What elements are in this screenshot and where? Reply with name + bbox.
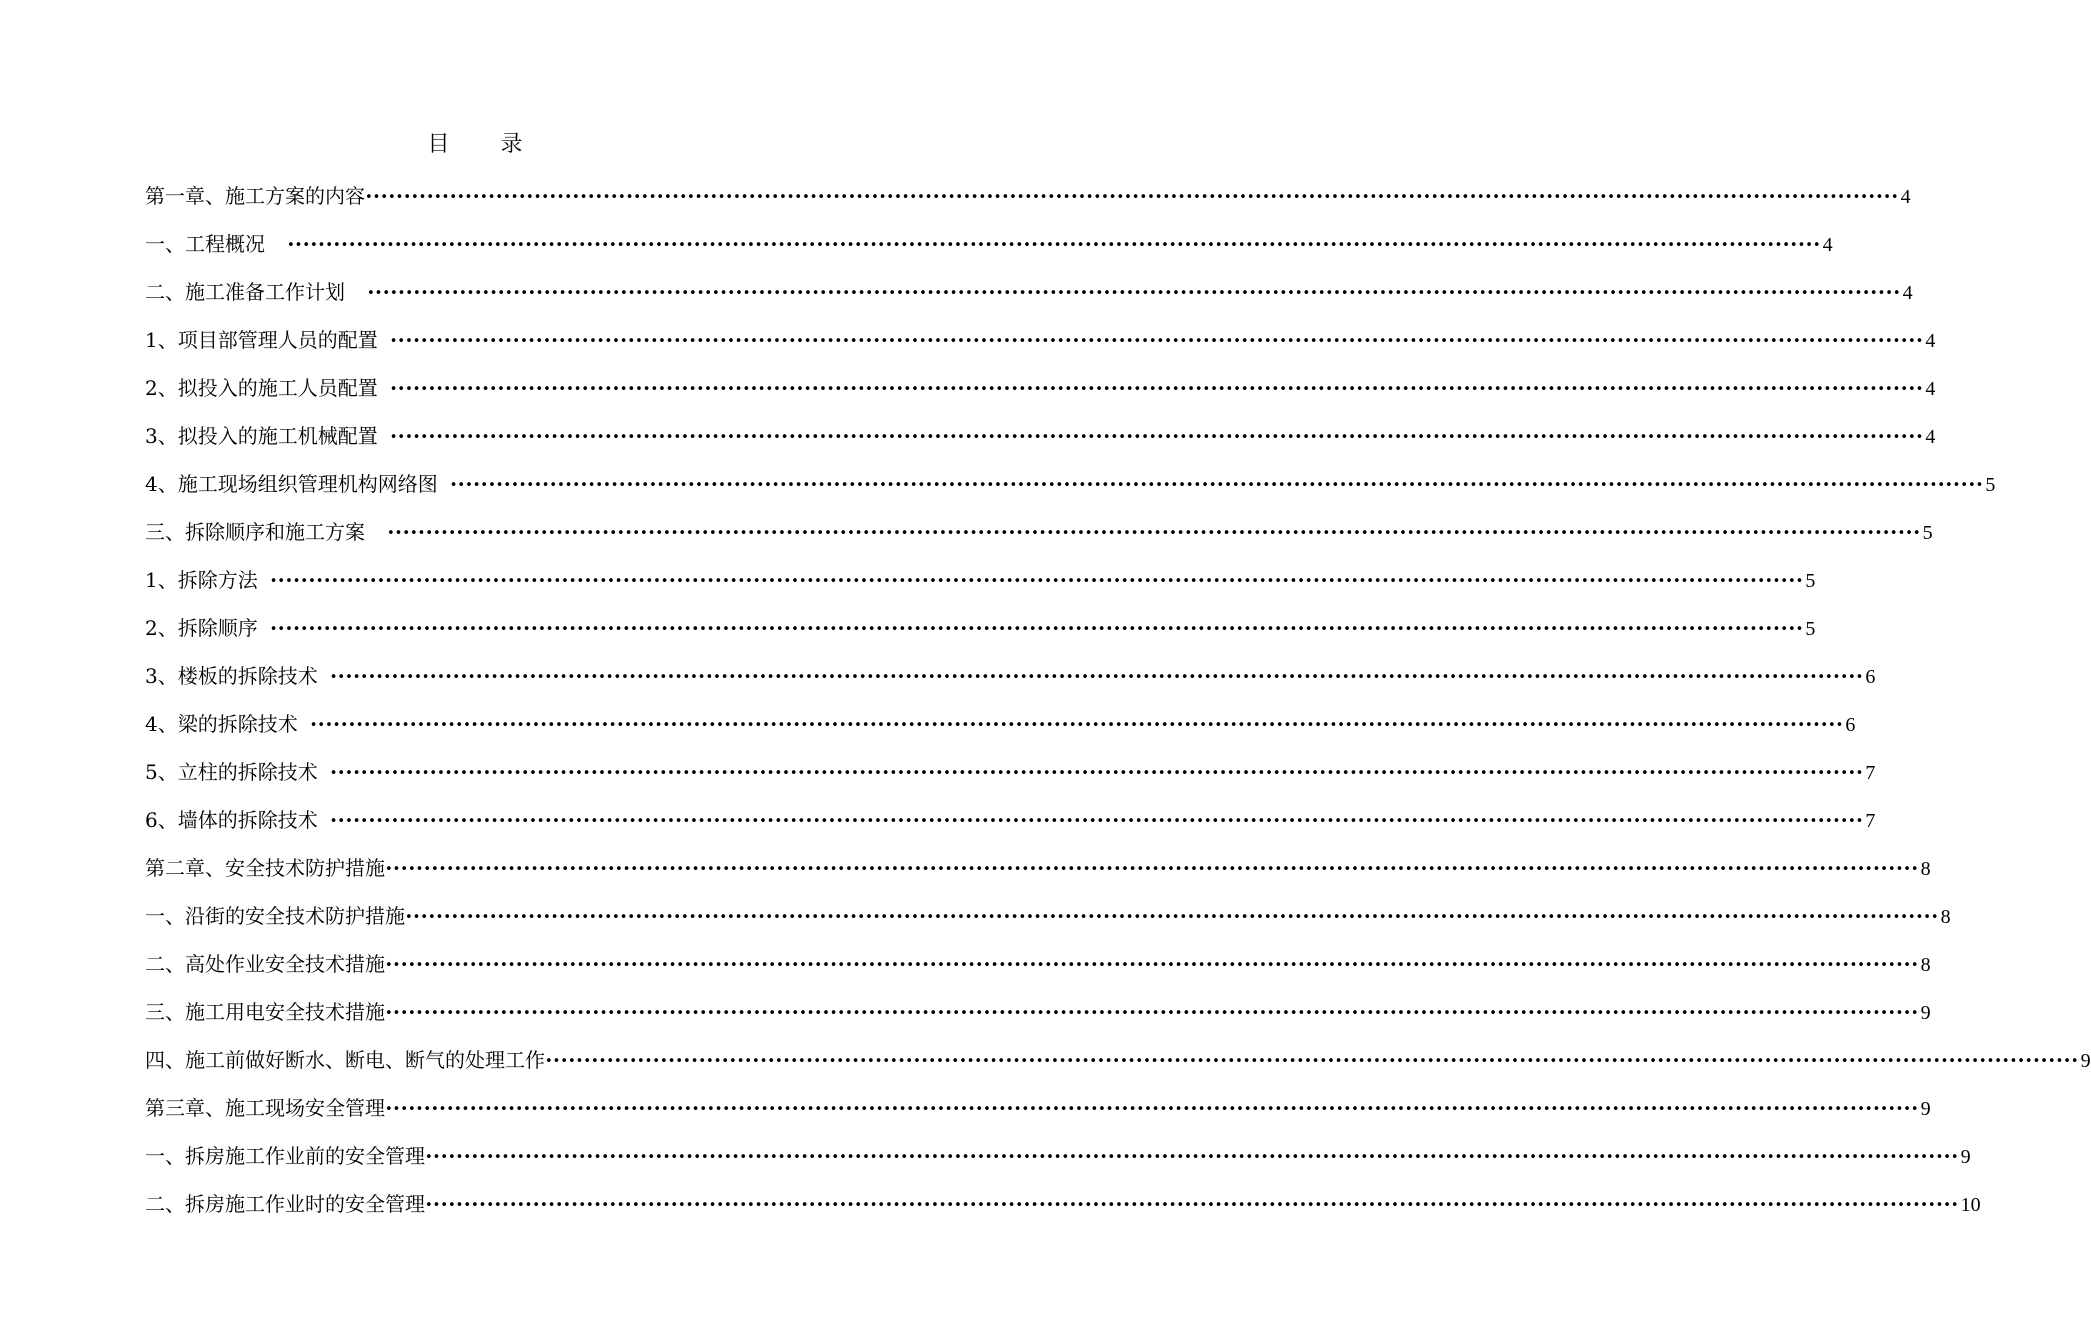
toc-entry-page-number: 9 xyxy=(1920,1098,1931,1120)
toc-entry-label: 3、楼板的拆除技术 xyxy=(145,664,318,688)
toc-leader-dots: •••••••••••••••••••••••••••••••••••••••••••••••••••••••••••••••••••••••••••••••••••••••••••••••••••••••••••••••••••••••••••••••••••••••••••••••••••••••••••••••••••••••••••••••••••••••••••••••••••••••• xyxy=(385,958,1919,973)
toc-entry-label: 6、墙体的拆除技术 xyxy=(145,808,318,832)
toc-entry[interactable] xyxy=(145,460,1996,508)
toc-entry-page-number: 9 xyxy=(2080,1050,2091,1072)
toc-entry-page-number: 8 xyxy=(1920,954,1931,976)
toc-leader-dots: •••••••••••••••••••••••••••••••••••••••••••••••••••••••••••••••••••••••••••••••••••••••••••••••••••••••••••••••••••••••••••••••••••••••••••••••••••••••••••••••••••••••••••••••••••••••••••••••••••••••• xyxy=(365,190,1899,205)
toc-leader-dots: •••••••••••••••••••••••••••••••••••••••••••••••••••••••••••••••••••••••••••••••••••••••••••••••••••••••••••••••••••••••••••••••••••••••••••••••••••••••••••••••••••••••••••••••••••••••••••••••••••••••• xyxy=(385,1006,1919,1021)
toc-leader-dots: •••••••••••••••••••••••••••••••••••••••••••••••••••••••••••••••••••••••••••••••••••••••••••••••••••••••••••••••••••••••••••••••••••••••••••••••••••••••••••••••••••••••••••••••••••••••••••••••••••••••• xyxy=(309,718,1844,733)
toc-leader-dots: •••••••••••••••••••••••••••••••••••••••••••••••••••••••••••••••••••••••••••••••••••••••••••••••••••••••••••••••••••••••••••••••••••••••••••••••••••••••••••••••••••••••••••••••••••••••••••••••••••••••• xyxy=(389,382,1924,397)
toc-entry-page-number: 6 xyxy=(1845,714,1856,736)
toc-entry-label: 四、施工前做好断水、断电、断气的处理工作 xyxy=(145,1048,545,1072)
toc-entry[interactable] xyxy=(145,220,1833,268)
toc-entry-page-number: 4 xyxy=(1925,426,1936,448)
toc-leader-dots: •••••••••••••••••••••••••••••••••••••••••••••••••••••••••••••••••••••••••••••••••••••••••••••••••••••••••••••••••••••••••••••••••••••••••••••••••••••••••••••••••••••••••••••••••••••••••••••••••••••••• xyxy=(405,910,1939,925)
toc-entry-label: 二、拆房施工作业时的安全管理 xyxy=(145,1192,425,1216)
toc-entry-label: 1、拆除方法 xyxy=(145,568,258,592)
toc-leader-dots: •••••••••••••••••••••••••••••••••••••••••••••••••••••••••••••••••••••••••••••••••••••••••••••••••••••••••••••••••••••••••••••••••••••••••••••••••••••••••••••••••••••••••••••••••••••••••••••••••••••••• xyxy=(287,238,1821,253)
toc-leader-dots: •••••••••••••••••••••••••••••••••••••••••••••••••••••••••••••••••••••••••••••••••••••••••••••••••••••••••••••••••••••••••••••••••••••••••••••••••••••••••••••••••••••••••••••••••••••••••••••••••••••••• xyxy=(329,670,1864,685)
toc-leader-dots: •••••••••••••••••••••••••••••••••••••••••••••••••••••••••••••••••••••••••••••••••••••••••••••••••••••••••••••••••••••••••••••••••••••••••••••••••••••••••••••••••••••••••••••••••••••••••••••••••••••••• xyxy=(329,766,1864,781)
toc-entry-page-number: 4 xyxy=(1925,378,1936,400)
toc-leader-dots: •••••••••••••••••••••••••••••••••••••••••••••••••••••••••••••••••••••••••••••••••••••••••••••••••••••••••••••••••••••••••••••••••••••••••••••••••••••••••••••••••••••••••••••••••••••••••••••••••••••••• xyxy=(545,1054,2079,1069)
toc-entry-label: 三、拆除顺序和施工方案 xyxy=(145,520,365,544)
toc-entry-page-number: 5 xyxy=(1922,522,1933,544)
toc-leader-dots: •••••••••••••••••••••••••••••••••••••••••••••••••••••••••••••••••••••••••••••••••••••••••••••••••••••••••••••••••••••••••••••••••••••••••••••••••••••••••••••••••••••••••••••••••••••••••••••••••••••••• xyxy=(329,814,1864,829)
toc-entry-page-number: 4 xyxy=(1900,186,1911,208)
toc-entry-page-number: 7 xyxy=(1865,810,1876,832)
toc-title: 目 录 xyxy=(427,132,545,157)
toc-entry-page-number: 6 xyxy=(1865,666,1876,688)
toc-leader-dots: •••••••••••••••••••••••••••••••••••••••••••••••••••••••••••••••••••••••••••••••••••••••••••••••••••••••••••••••••••••••••••••••••••••••••••••••••••••••••••••••••••••••••••••••••••••••••••••••••••••••• xyxy=(387,526,1921,541)
toc-entry-page-number: 4 xyxy=(1902,282,1913,304)
toc-entry[interactable] xyxy=(145,364,1936,412)
toc-entry-page-number: 4 xyxy=(1925,330,1936,352)
toc-leader-dots: •••••••••••••••••••••••••••••••••••••••••••••••••••••••••••••••••••••••••••••••••••••••••••••••••••••••••••••••••••••••••••••••••••••••••••••••••••••••••••••••••••••••••••••••••••••••••••••••••••••••• xyxy=(425,1150,1959,1165)
toc-entry-page-number: 9 xyxy=(1920,1002,1931,1024)
toc-entry-page-number: 8 xyxy=(1940,906,1951,928)
toc-entry[interactable] xyxy=(145,1180,1981,1228)
toc-entry[interactable] xyxy=(145,316,1936,364)
toc-leader-dots: •••••••••••••••••••••••••••••••••••••••••••••••••••••••••••••••••••••••••••••••••••••••••••••••••••••••••••••••••••••••••••••••••••••••••••••••••••••••••••••••••••••••••••••••••••••••••••••••••••••••• xyxy=(367,286,1901,301)
toc-entry[interactable] xyxy=(145,556,1816,604)
toc-entry[interactable] xyxy=(145,940,1931,988)
toc-entry-page-number: 8 xyxy=(1920,858,1931,880)
toc-entry-label: 二、施工准备工作计划 xyxy=(145,280,345,304)
toc-entry[interactable] xyxy=(145,844,1931,892)
toc-entry-label: 4、施工现场组织管理机构网络图 xyxy=(145,472,438,496)
toc-entry-label: 3、拟投入的施工机械配置 xyxy=(145,424,378,448)
toc-leader-dots: •••••••••••••••••••••••••••••••••••••••••••••••••••••••••••••••••••••••••••••••••••••••••••••••••••••••••••••••••••••••••••••••••••••••••••••••••••••••••••••••••••••••••••••••••••••••••••••••••••••••• xyxy=(389,334,1924,349)
toc-entry-label: 一、沿街的安全技术防护措施 xyxy=(145,904,405,928)
toc-entry[interactable] xyxy=(145,892,1951,940)
toc-entry-label: 4、梁的拆除技术 xyxy=(145,712,298,736)
toc-entry-label: 2、拆除顺序 xyxy=(145,616,258,640)
toc-entry-label: 一、工程概况 xyxy=(145,232,265,256)
toc-entry-label: 第三章、施工现场安全管理 xyxy=(145,1096,385,1120)
toc-entry[interactable] xyxy=(145,988,1931,1036)
toc-entry-page-number: 5 xyxy=(1985,474,1996,496)
toc-entry-label: 三、施工用电安全技术措施 xyxy=(145,1000,385,1024)
toc-leader-dots: •••••••••••••••••••••••••••••••••••••••••••••••••••••••••••••••••••••••••••••••••••••••••••••••••••••••••••••••••••••••••••••••••••••••••••••••••••••••••••••••••••••••••••••••••••••••••••••••••••••••• xyxy=(425,1198,1959,1213)
toc-entry[interactable] xyxy=(145,748,1876,796)
toc-leader-dots: •••••••••••••••••••••••••••••••••••••••••••••••••••••••••••••••••••••••••••••••••••••••••••••••••••••••••••••••••••••••••••••••••••••••••••••••••••••••••••••••••••••••••••••••••••••••••••••••••••••••• xyxy=(389,430,1924,445)
toc-entry[interactable] xyxy=(145,604,1816,652)
toc-entry-page-number: 7 xyxy=(1865,762,1876,784)
toc-entry-label: 1、项目部管理人员的配置 xyxy=(145,328,378,352)
toc-leader-dots: •••••••••••••••••••••••••••••••••••••••••••••••••••••••••••••••••••••••••••••••••••••••••••••••••••••••••••••••••••••••••••••••••••••••••••••••••••••••••••••••••••••••••••••••••••••••••••••••••••••••• xyxy=(385,862,1919,877)
toc-entry-label: 2、拟投入的施工人员配置 xyxy=(145,376,378,400)
toc-entry[interactable] xyxy=(145,268,1913,316)
toc-entry-page-number: 9 xyxy=(1960,1146,1971,1168)
toc-leader-dots: •••••••••••••••••••••••••••••••••••••••••••••••••••••••••••••••••••••••••••••••••••••••••••••••••••••••••••••••••••••••••••••••••••••••••••••••••••••••••••••••••••••••••••••••••••••••••••••••••••••••• xyxy=(449,478,1984,493)
toc-entry[interactable] xyxy=(145,700,1856,748)
toc-entry-label: 一、拆房施工作业前的安全管理 xyxy=(145,1144,425,1168)
toc-entry-page-number: 10 xyxy=(1960,1194,1981,1216)
toc-entry[interactable] xyxy=(145,796,1876,844)
toc-leader-dots: •••••••••••••••••••••••••••••••••••••••••••••••••••••••••••••••••••••••••••••••••••••••••••••••••••••••••••••••••••••••••••••••••••••••••••••••••••••••••••••••••••••••••••••••••••••••••••••••••••••••• xyxy=(385,1102,1919,1117)
toc-entry[interactable] xyxy=(145,508,1933,556)
toc-list xyxy=(145,172,2091,1228)
toc-entry-page-number: 5 xyxy=(1805,570,1816,592)
toc-leader-dots: •••••••••••••••••••••••••••••••••••••••••••••••••••••••••••••••••••••••••••••••••••••••••••••••••••••••••••••••••••••••••••••••••••••••••••••••••••••••••••••••••••••••••••••••••••••••••••••••••••••••• xyxy=(269,622,1804,637)
toc-entry-label: 5、立柱的拆除技术 xyxy=(145,760,318,784)
toc-entry-label: 二、高处作业安全技术措施 xyxy=(145,952,385,976)
toc-entry[interactable] xyxy=(145,1132,1971,1180)
toc-leader-dots: •••••••••••••••••••••••••••••••••••••••••••••••••••••••••••••••••••••••••••••••••••••••••••••••••••••••••••••••••••••••••••••••••••••••••••••••••••••••••••••••••••••••••••••••••••••••••••••••••••••••• xyxy=(269,574,1804,589)
toc-entry[interactable] xyxy=(145,412,1936,460)
toc-entry-label: 第一章、施工方案的内容 xyxy=(145,184,365,208)
toc-entry-page-number: 5 xyxy=(1805,618,1816,640)
toc-entry[interactable] xyxy=(145,172,1911,220)
toc-entry-page-number: 4 xyxy=(1822,234,1833,256)
toc-entry-label: 第二章、安全技术防护措施 xyxy=(145,856,385,880)
toc-entry[interactable] xyxy=(145,652,1876,700)
toc-entry[interactable] xyxy=(145,1084,1931,1132)
toc-entry[interactable] xyxy=(145,1036,2091,1084)
